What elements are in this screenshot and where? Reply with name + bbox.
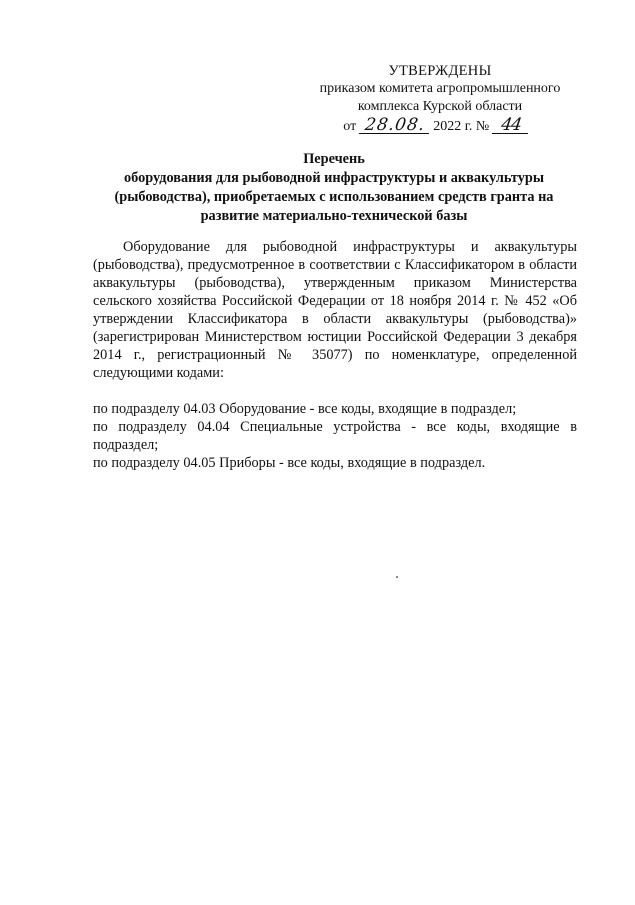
handwritten-order-number: 44: [492, 118, 530, 134]
subsection-item-04-03: по подразделу 04.03 Оборудование - все коды, входящие в подраздел;: [93, 401, 517, 417]
subsection-item-04-05: по подразделу 04.05 Приборы - все коды, входящие в подраздел.: [93, 455, 486, 471]
heading-line-3: (рыбоводства), приобретаемых с использованием средств гранта на: [114, 189, 554, 205]
main-paragraph: Оборудование для рыбоводной инфраструктуры и аквакультуры (рыбоводства), предусмотренное в соответствии с Классификатором в области аквакультуры (рыбоводства), утвержденным приказом Министерства сельского хозяйства Российской Федерации от 18 ноября 2014 г. № 452 «Об утверждении Классификатора в области аквакультуры (рыбоводства)» (зарегистрирован Министерством юстиции Российской Федерации 3 декабря 2014 г., регистрационный № 35077) по номенклатуре, определенной следующими кодами:: [93, 239, 577, 381]
date-prefix: от: [343, 119, 357, 134]
handwritten-date: 28.08.: [359, 118, 431, 134]
document-heading: [60, 150, 608, 226]
approval-title: УТВЕРЖДЕНЫ: [388, 63, 492, 79]
approval-stamp-block: [305, 62, 575, 136]
document-body: [93, 238, 577, 472]
heading-line-4: развитие материально-технической базы: [200, 208, 468, 224]
paragraph-spacer: [93, 382, 577, 400]
approval-line-2: комплекса Курской области: [357, 99, 523, 114]
approval-line-1: приказом комитета агропромышленного: [319, 81, 561, 96]
scan-speck: [396, 576, 398, 578]
heading-line-1: Перечень: [303, 151, 365, 167]
approval-date-line: [301, 115, 571, 136]
subsection-item-04-04: по подразделу 04.04 Специальные устройства - все коды, входящие в подраздел;: [93, 419, 577, 453]
heading-line-2: оборудования для рыбоводной инфраструктуры и аквакультуры: [123, 170, 545, 186]
year-number-label: 2022 г. №: [433, 119, 490, 134]
